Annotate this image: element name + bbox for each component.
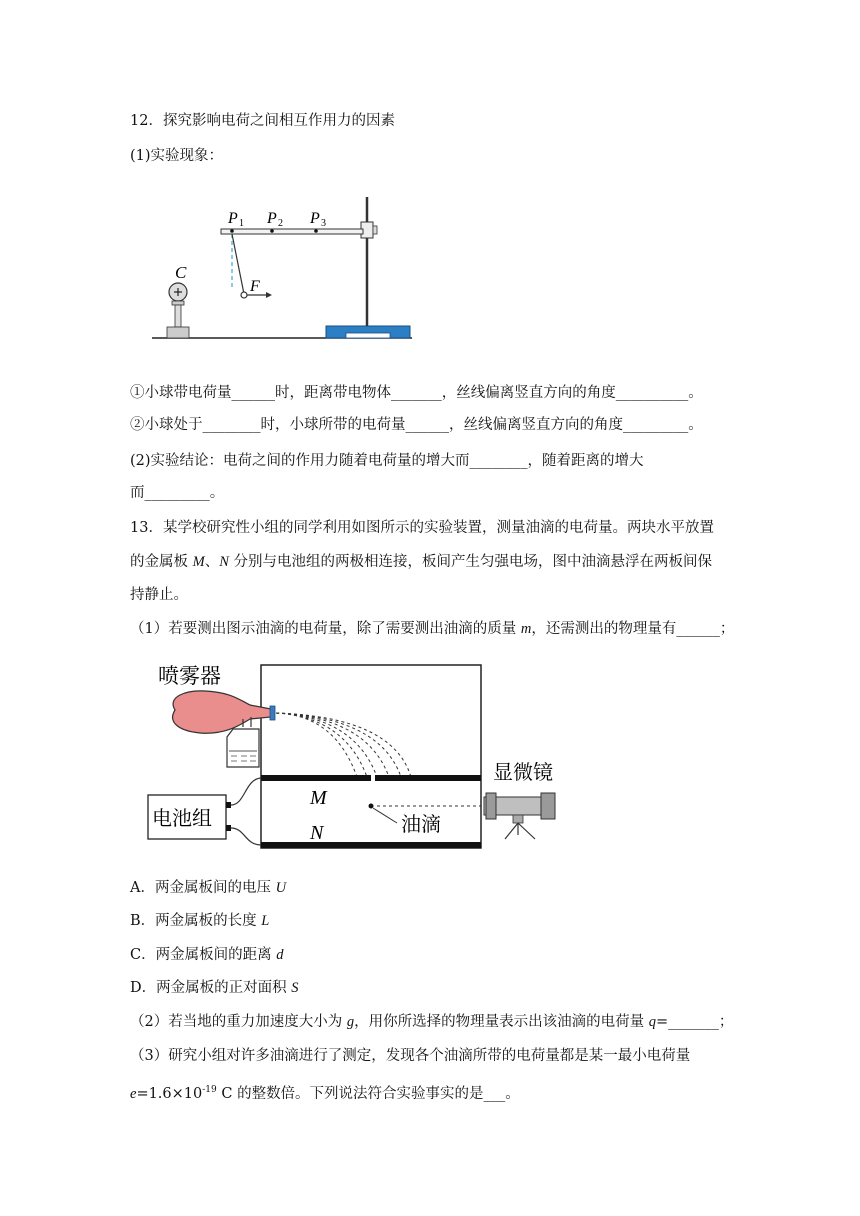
label-battery: 电池组 xyxy=(152,806,212,830)
q13-part2: （2）若当地的重力加速度大小为 g，用你所选择的物理量表示出该油滴的电荷量 q=_______； xyxy=(130,1014,734,1030)
q12-title: 12．探究影响电荷之间相互作用力的因素 xyxy=(130,113,395,129)
microscope-icon xyxy=(484,793,555,839)
q13-part3-line1: （3）研究小组对许多油滴进行了测定，发现各个油滴所带的电荷量都是某一最小电荷量 xyxy=(130,1048,691,1064)
label-p2: P xyxy=(267,210,277,227)
label-m: M xyxy=(310,787,327,809)
svg-text:1: 1 xyxy=(239,218,244,229)
sprayer-bulb xyxy=(173,691,271,733)
plate-n xyxy=(261,842,481,848)
label-p1: P xyxy=(228,210,238,227)
q13-part3-line2: $e=1.6\times 10^{-19}$ C 的整数倍。下列说法符合实验事实的是___。 xyxy=(130,1085,520,1102)
horizontal-rod xyxy=(221,229,363,234)
label-c: C xyxy=(175,263,187,282)
small-ball xyxy=(241,292,247,298)
label-p3: P xyxy=(310,210,320,227)
chamber-box xyxy=(261,665,481,848)
plate-m-left xyxy=(261,775,371,781)
label-f: F xyxy=(250,278,260,295)
q12-line2: ②小球处于________时，小球所带的电荷量______，丝线偏离竖直方向的角度_________。 xyxy=(130,417,703,433)
q12-figure xyxy=(150,195,420,345)
option-d[interactable]: D．两金属板的正对面积 S xyxy=(130,980,299,996)
svg-text:2: 2 xyxy=(278,218,283,229)
q13-intro2: 的金属板 M、N 分别与电池组的两极相连接，板间产生匀强电场，图中油滴悬浮在两板间保 xyxy=(130,554,712,570)
q13-part1: （1）若要测出图示油滴的电荷量，除了需要测出油滴的质量 m，还需测出的物理量有______； xyxy=(130,621,735,637)
q12-sub1: (1)实验现象： xyxy=(130,148,224,164)
q12-line1: ①小球带电荷量______时，距离带电物体_______，丝线偏离竖直方向的角度__________。 xyxy=(130,385,703,401)
option-a[interactable]: A．两金属板间的电压 U xyxy=(130,880,287,896)
q12-line3: (2)实验结论：电荷之间的作用力随着电荷量的增大而________，随着距离的增大 xyxy=(130,453,644,469)
q13-intro3: 持静止。 xyxy=(130,587,188,603)
label-microscope: 显微镜 xyxy=(493,760,553,784)
option-c[interactable]: C．两金属板间的距离 d xyxy=(130,947,284,963)
q13-intro1: 13．某学校研究性小组的同学利用如图所示的实验装置，测量油滴的电荷量。两块水平放置 xyxy=(130,520,714,536)
plate-m-right xyxy=(375,775,481,781)
q13-figure xyxy=(145,655,570,855)
thread xyxy=(232,234,244,294)
label-n: N xyxy=(310,822,324,844)
label-oil: 油滴 xyxy=(401,812,441,836)
svg-text:3: 3 xyxy=(321,218,326,229)
option-b[interactable]: B．两金属板的长度 L xyxy=(130,913,270,929)
label-sprayer: 喷雾器 xyxy=(158,664,221,688)
q12-line4: 而_________。 xyxy=(130,485,225,501)
oil-drop xyxy=(369,804,374,809)
